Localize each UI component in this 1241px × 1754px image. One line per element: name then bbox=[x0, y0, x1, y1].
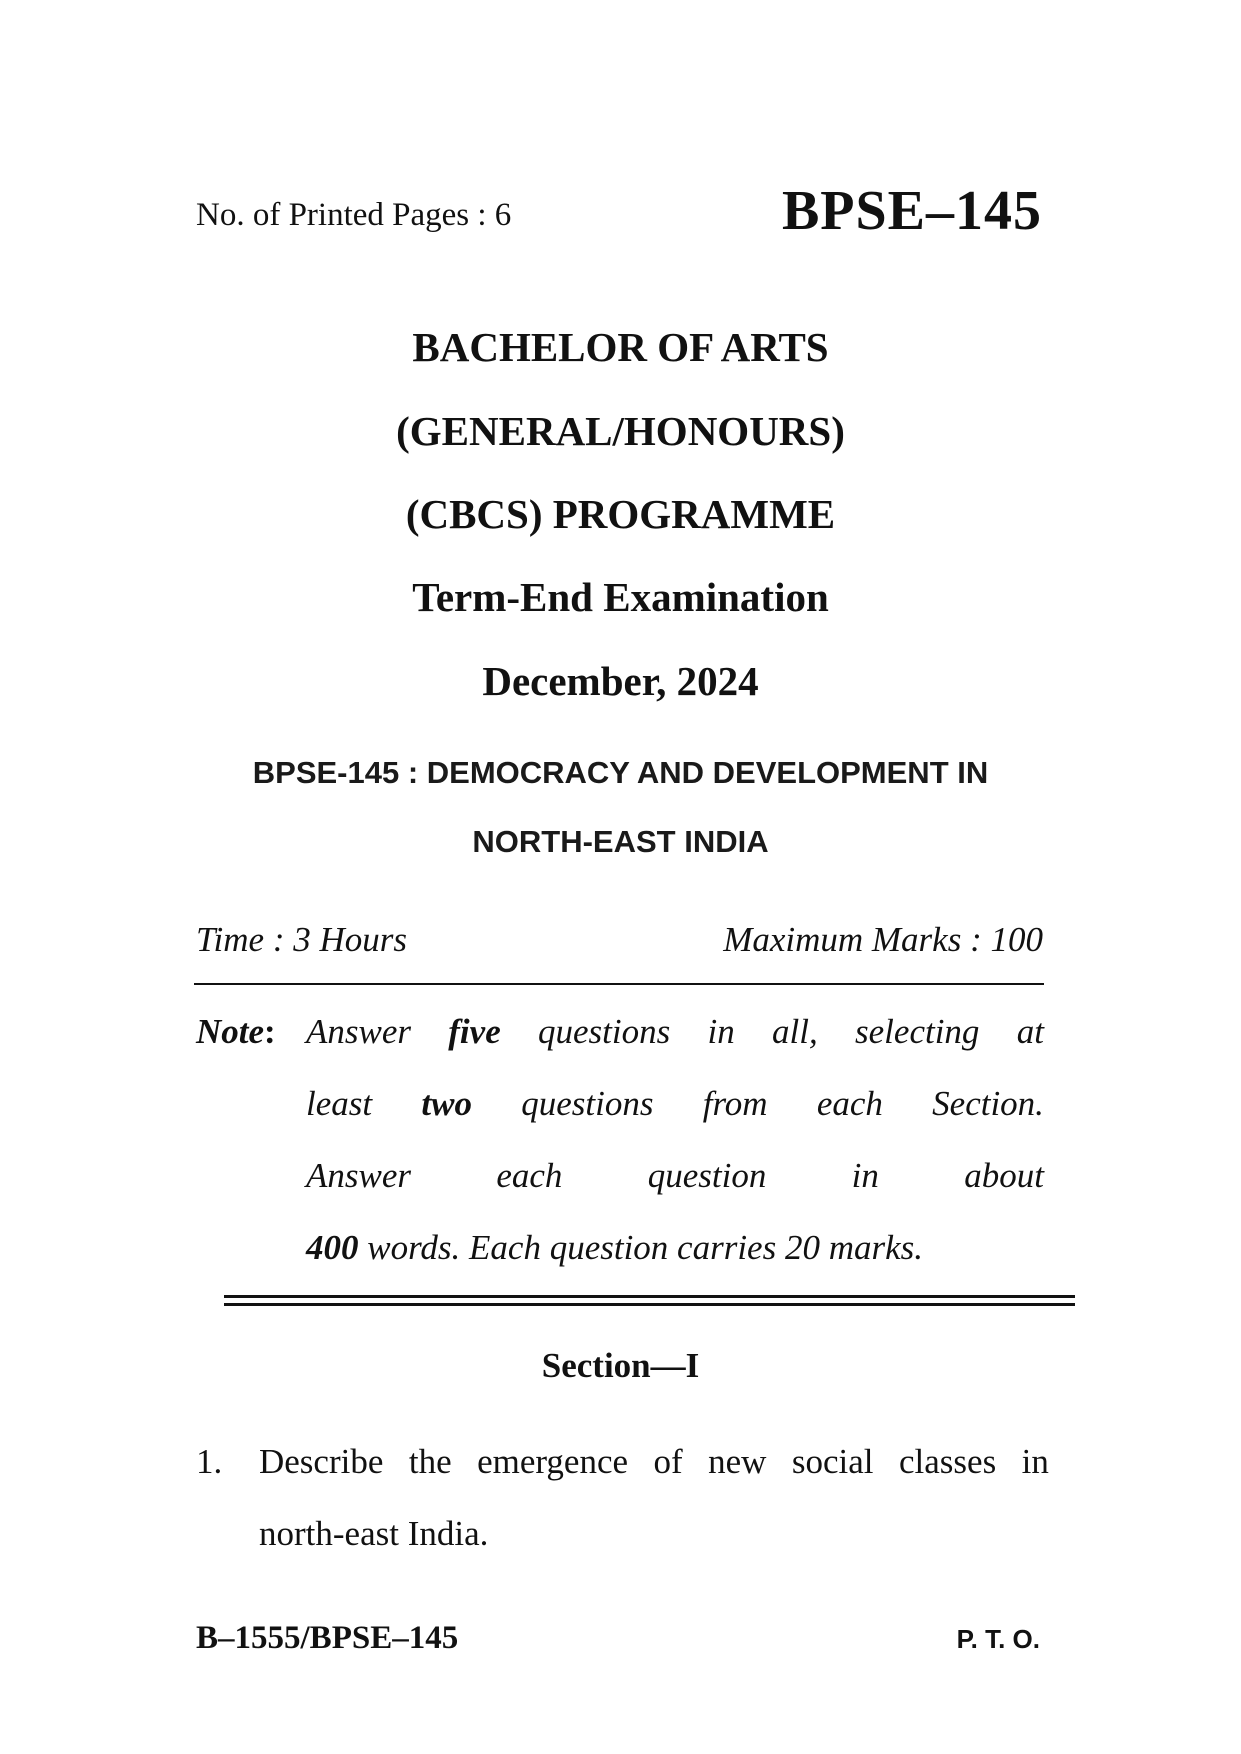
paper-title-line-2: NORTH-EAST INDIA bbox=[472, 824, 769, 859]
note-divider-bottom bbox=[224, 1303, 1075, 1306]
note-divider-top bbox=[224, 1295, 1075, 1298]
time-label: Time : 3 Hours bbox=[196, 920, 407, 959]
note-word: from bbox=[702, 1084, 768, 1123]
note-label-text: Note bbox=[196, 1012, 265, 1051]
note-word: at bbox=[1016, 1012, 1044, 1051]
note-line-2 bbox=[306, 1082, 1044, 1126]
exam-date: December, 2024 bbox=[482, 658, 759, 704]
note-emphasis-two: two bbox=[421, 1084, 472, 1123]
note-word: Answer bbox=[306, 1012, 411, 1051]
degree-type: (GENERAL/HONOURS) bbox=[396, 408, 845, 454]
note-emphasis-400: 400 bbox=[306, 1228, 359, 1267]
question-word: in bbox=[1021, 1442, 1049, 1481]
note-word: Answer bbox=[306, 1156, 411, 1195]
question-text bbox=[259, 1426, 1049, 1570]
note-word: in bbox=[851, 1156, 879, 1195]
question-word: the bbox=[408, 1442, 452, 1481]
note-line-4-text: words. Each question carries 20 marks. bbox=[358, 1228, 924, 1267]
max-marks-label: Maximum Marks : 100 bbox=[723, 920, 1043, 959]
note-word: each bbox=[816, 1084, 883, 1123]
note-line-1 bbox=[306, 1010, 1044, 1054]
note-word: in bbox=[707, 1012, 735, 1051]
degree-title: BACHELOR OF ARTS bbox=[412, 324, 829, 370]
note-line-3 bbox=[306, 1154, 1044, 1198]
note-colon: : bbox=[264, 1012, 276, 1051]
note-word: selecting bbox=[855, 1012, 980, 1051]
printed-pages-label: No. of Printed Pages : 6 bbox=[196, 197, 512, 233]
exam-title: Term-End Examination bbox=[412, 574, 829, 620]
section-title: Section—I bbox=[541, 1346, 700, 1385]
note-word: all, bbox=[772, 1012, 818, 1051]
footer-code: B–1555/BPSE–145 bbox=[196, 1620, 459, 1656]
question-word: new bbox=[708, 1442, 767, 1481]
note-word: each bbox=[496, 1156, 563, 1195]
note-word: Section. bbox=[932, 1084, 1044, 1123]
header-divider bbox=[194, 983, 1044, 985]
note-word: question bbox=[647, 1156, 767, 1195]
note-emphasis-five: five bbox=[448, 1012, 501, 1051]
question-line-1 bbox=[259, 1426, 1049, 1498]
question-word: emergence bbox=[477, 1442, 629, 1481]
footer-pto: P. T. O. bbox=[956, 1624, 1040, 1654]
question-number: 1. bbox=[196, 1442, 223, 1481]
question-line-2: north-east India. bbox=[259, 1514, 489, 1553]
note-label bbox=[196, 1010, 276, 1054]
note-word: least bbox=[306, 1084, 373, 1123]
question-word: classes bbox=[899, 1442, 997, 1481]
note-line-4 bbox=[306, 1226, 923, 1270]
note-word: questions bbox=[521, 1084, 654, 1123]
question-word: Describe bbox=[259, 1442, 384, 1481]
paper-title-line-1: BPSE-145 : DEMOCRACY AND DEVELOPMENT IN bbox=[252, 755, 989, 790]
question-word: social bbox=[791, 1442, 874, 1481]
question-word: of bbox=[653, 1442, 683, 1481]
note-word: about bbox=[964, 1156, 1044, 1195]
programme-title: (CBCS) PROGRAMME bbox=[405, 491, 836, 537]
course-code: BPSE–145 bbox=[781, 180, 1042, 242]
note-word: questions bbox=[538, 1012, 671, 1051]
